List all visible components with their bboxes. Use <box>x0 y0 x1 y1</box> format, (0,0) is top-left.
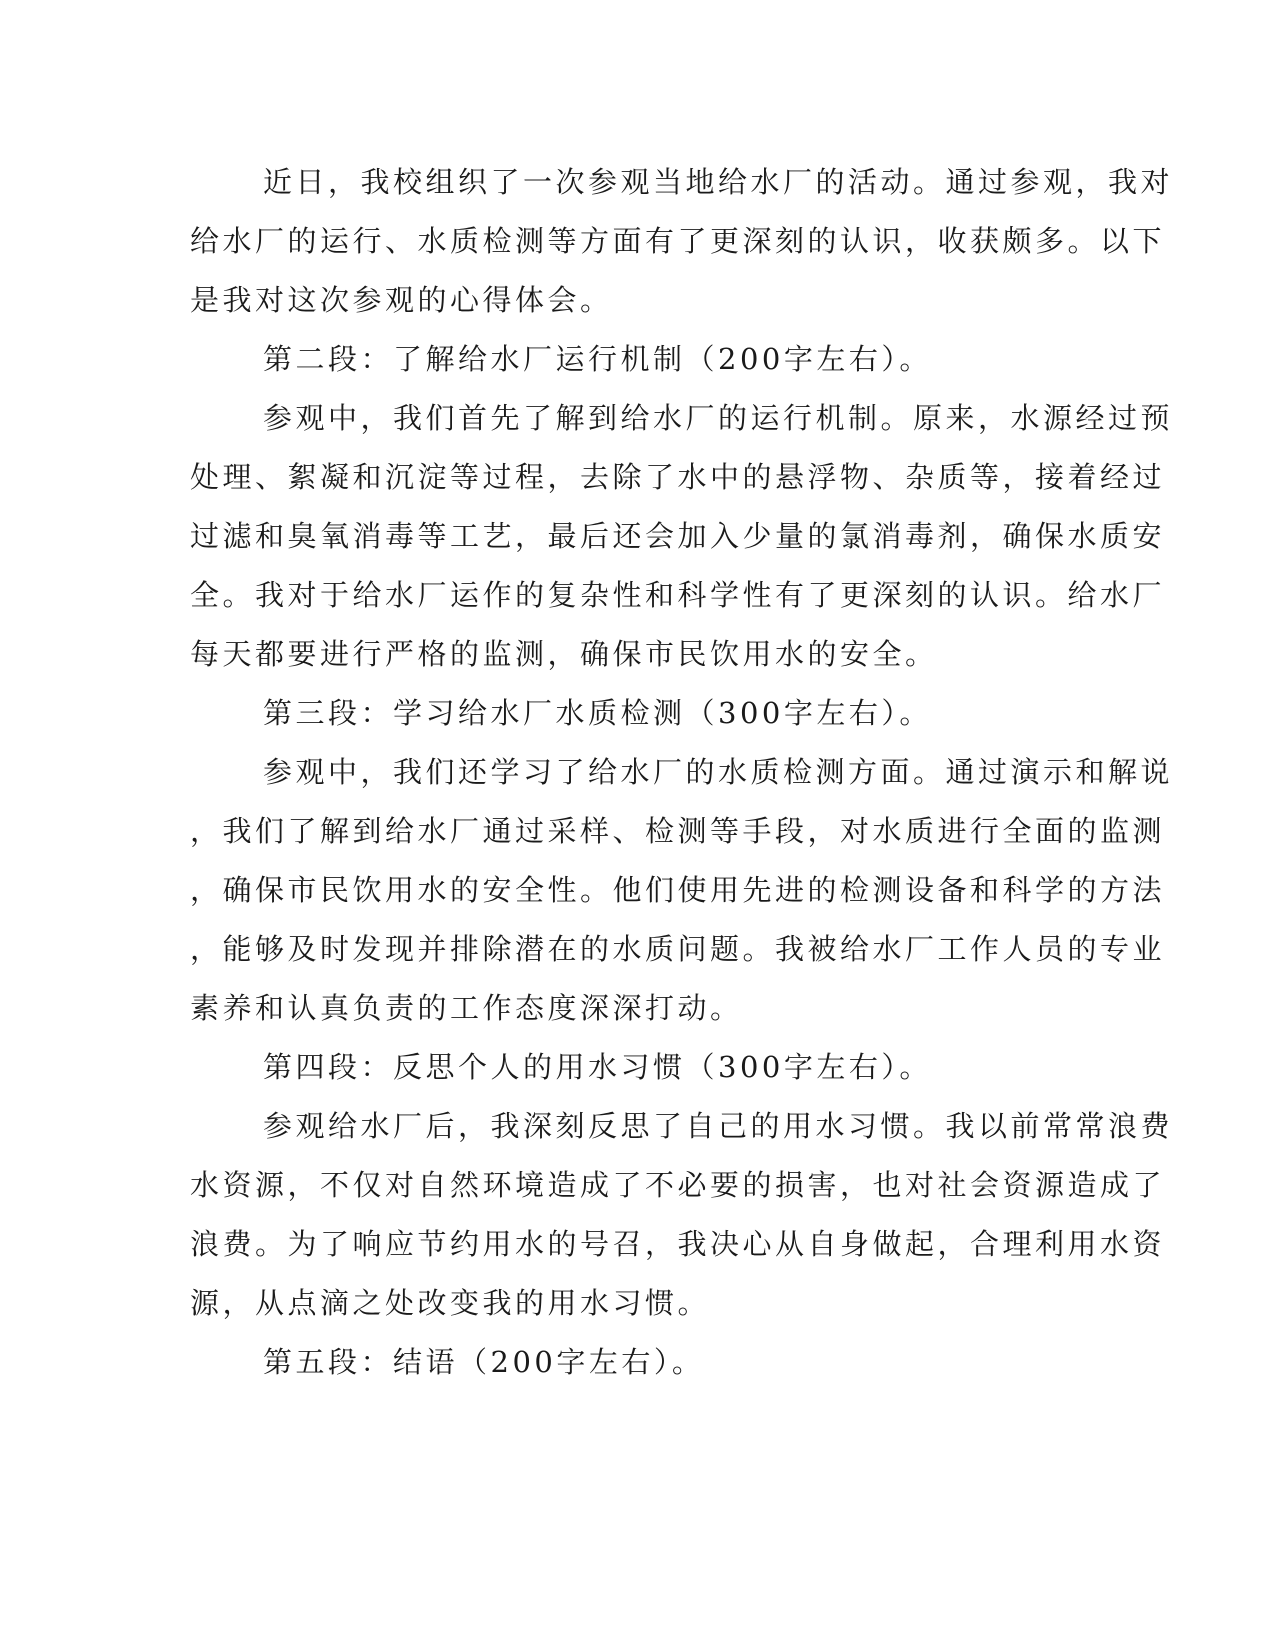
section-4-paragraph-line: 参观给水厂后，我深刻反思了自己的用水习惯。我以前常常浪费 <box>263 1109 1174 1143</box>
section-3-paragraph-line: ，能够及时发现并排除潜在的水质问题。我被给水厂工作人员的专业 <box>190 932 1166 966</box>
section-2-paragraph-line: 每天都要进行严格的监测，确保市民饮用水的安全。 <box>190 637 938 671</box>
section-3-paragraph-line: ，确保市民饮用水的安全性。他们使用先进的检测设备和科学的方法 <box>190 873 1166 907</box>
section-4-paragraph-line: 源，从点滴之处改变我的用水习惯。 <box>190 1286 711 1320</box>
section-4-paragraph-line: 浪费。为了响应节约用水的号召，我决心从自身做起，合理利用水资 <box>190 1227 1166 1261</box>
section-4-paragraph-line: 水资源，不仅对自然环境造成了不必要的损害，也对社会资源造成了 <box>190 1168 1166 1202</box>
section-heading-4: 第四段：反思个人的用水习惯（300字左右）。 <box>263 1050 932 1084</box>
section-heading-2: 第二段：了解给水厂运行机制（200字左右）。 <box>263 342 932 376</box>
section-3-paragraph-line: 参观中，我们还学习了给水厂的水质检测方面。通过演示和解说 <box>263 755 1174 789</box>
section-heading-5: 第五段：结语（200字左右）。 <box>263 1345 705 1379</box>
section-3-paragraph-line: 素养和认真负责的工作态度深深打动。 <box>190 991 743 1025</box>
section-2-paragraph-line: 全。我对于给水厂运作的复杂性和科学性有了更深刻的认识。给水厂 <box>190 578 1166 612</box>
intro-paragraph-line: 给水厂的运行、水质检测等方面有了更深刻的认识，收获颇多。以下 <box>190 224 1166 258</box>
intro-paragraph-line: 近日，我校组织了一次参观当地给水厂的活动。通过参观，我对 <box>263 165 1174 199</box>
section-2-paragraph-line: 过滤和臭氧消毒等工艺，最后还会加入少量的氯消毒剂，确保水质安 <box>190 519 1166 553</box>
section-3-paragraph-line: ，我们了解到给水厂通过采样、检测等手段，对水质进行全面的监测 <box>190 814 1166 848</box>
section-2-paragraph-line: 处理、絮凝和沉淀等过程，去除了水中的悬浮物、杂质等，接着经过 <box>190 460 1166 494</box>
section-heading-3: 第三段：学习给水厂水质检测（300字左右）。 <box>263 696 932 730</box>
intro-paragraph-line: 是我对这次参观的心得体会。 <box>190 283 613 317</box>
section-2-paragraph-line: 参观中，我们首先了解到给水厂的运行机制。原来，水源经过预 <box>263 401 1174 435</box>
